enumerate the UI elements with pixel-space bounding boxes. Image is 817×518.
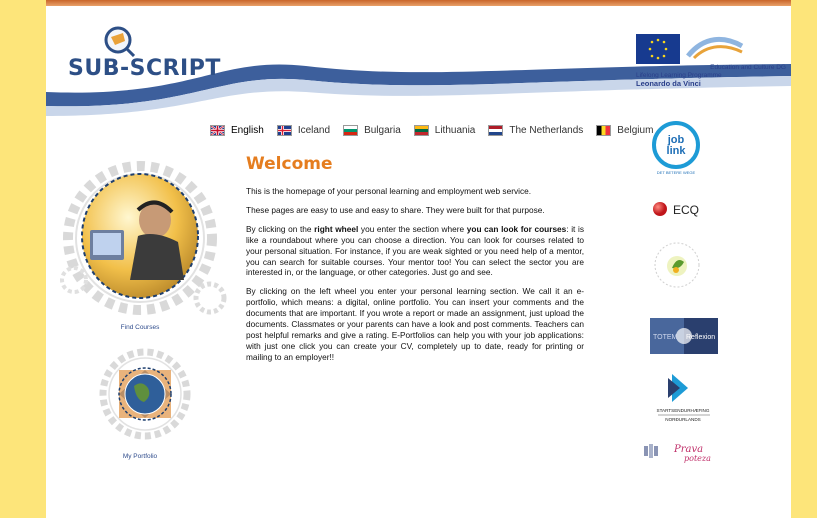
ecq-logo-icon [653, 201, 713, 217]
language-label: Iceland [297, 124, 331, 136]
intro-paragraph-1: This is the homepage of your personal learning and employment web service. [246, 186, 532, 196]
my-portfolio-wheel[interactable] [90, 348, 200, 460]
partner-ecq[interactable] [653, 201, 713, 217]
ecq-text: ECQ [673, 203, 700, 217]
partner-green-seal[interactable] [652, 240, 702, 290]
my-portfolio-label[interactable]: My Portfolio [122, 453, 158, 460]
netherlands-flag-icon [488, 125, 503, 136]
left-wheel-paragraph: By clicking on the left wheel you enter your personal learning section. We call it an e-portfolio, which means: a digital, online portfolio. You can insert your comments and the documents that are important. If you wrote a report or made an assignment, just upload the documents. Classmates or your parents can have a look and post comments. Teachers can post helpful remarks and give a rating. E-Portfolios can help you with your job applications: with just one click you can create your CV, completely up to date, ready for printing or mailing to an employer!! [246, 286, 584, 362]
language-bulgaria[interactable] [343, 123, 401, 137]
page [46, 0, 791, 518]
language-iceland[interactable] [277, 123, 330, 137]
paragraph-text: By clicking on the [246, 223, 315, 234]
lithuania-flag-icon [414, 125, 429, 136]
paragraph-text: you enter the section where [358, 223, 467, 234]
reflexion-text-b: Reflexion [686, 334, 716, 341]
nordurlands-text-b: NORÐURLANDS [665, 417, 701, 422]
prava-poteza-logo-icon [644, 440, 724, 466]
paragraph-text: : it is like a roundabout where you can choose a direction. You can look for courses related to your personal situation. For instance, if you are weak sighted or you need help of a mentor, you can search for suitable courses. Your mentor too! You can select the sector you are interested in, or the language, or other categories. Just go and see. [246, 223, 584, 278]
page-title: Welcome [246, 154, 333, 174]
language-label: Belgium [617, 124, 654, 136]
uk-flag-icon [210, 125, 225, 136]
language-label: The Netherlands [509, 124, 584, 136]
partner-joblink[interactable] [652, 121, 702, 177]
header [46, 6, 791, 118]
site-logo-text[interactable]: SUB-SCRIPT [68, 56, 221, 81]
bulgaria-flag-icon [343, 125, 358, 136]
eu-flag-icon [636, 34, 680, 64]
eu-programme-text [636, 64, 786, 88]
language-label: Bulgaria [364, 124, 401, 136]
partner-nordurlands[interactable] [650, 370, 720, 426]
leonardo-swoosh-icon [684, 32, 744, 62]
green-seal-logo-icon [652, 240, 702, 290]
right-wheel-paragraph [246, 224, 584, 279]
joblink-subtitle: DET BETERE WEGE [656, 170, 696, 175]
joblink-text-b: link [666, 145, 686, 157]
language-english[interactable] [210, 123, 264, 137]
eu-dg-label: Education and Culture DG [710, 64, 786, 71]
prava-text-a: Prava [674, 444, 704, 455]
eu-leonardo-label: Leonardo da Vinci [636, 79, 701, 88]
language-bar [210, 123, 666, 137]
intro-paragraph-2: These pages are easy to use and easy to share. They were built for that purpose. [246, 204, 545, 215]
belgium-flag-icon [596, 125, 611, 136]
language-belgium[interactable] [596, 123, 653, 137]
language-label: Lithuania [434, 124, 476, 136]
nordurlands-logo-icon [650, 370, 720, 426]
language-label: English [231, 124, 264, 136]
joblink-text-a: job [667, 134, 685, 146]
prava-text-b: poteza [684, 454, 711, 463]
partner-reflexion[interactable] [650, 318, 718, 354]
iceland-flag-icon [277, 125, 292, 136]
magnifier-logo-icon [103, 25, 135, 57]
courses-emphasis: you can look for courses [466, 223, 567, 234]
language-lithuania[interactable] [414, 123, 476, 137]
partner-prava-poteza[interactable] [644, 440, 724, 466]
find-courses-label[interactable]: Find Courses [120, 324, 160, 331]
globe-gear-icon [90, 348, 200, 448]
language-netherlands[interactable] [488, 123, 583, 137]
nordurlands-text-a: STARTSENDURHÆFING [656, 408, 710, 413]
gear-icon [60, 150, 230, 330]
joblink-logo-icon [652, 121, 702, 177]
main-content [246, 150, 584, 371]
reflexion-text-a: TOTEM [653, 334, 678, 341]
eu-programme-label: Lifelong Learning Programme [636, 72, 722, 79]
right-wheel-emphasis: right wheel [314, 223, 359, 234]
find-courses-wheel[interactable] [60, 150, 230, 335]
reflexion-logo-icon [650, 318, 718, 354]
